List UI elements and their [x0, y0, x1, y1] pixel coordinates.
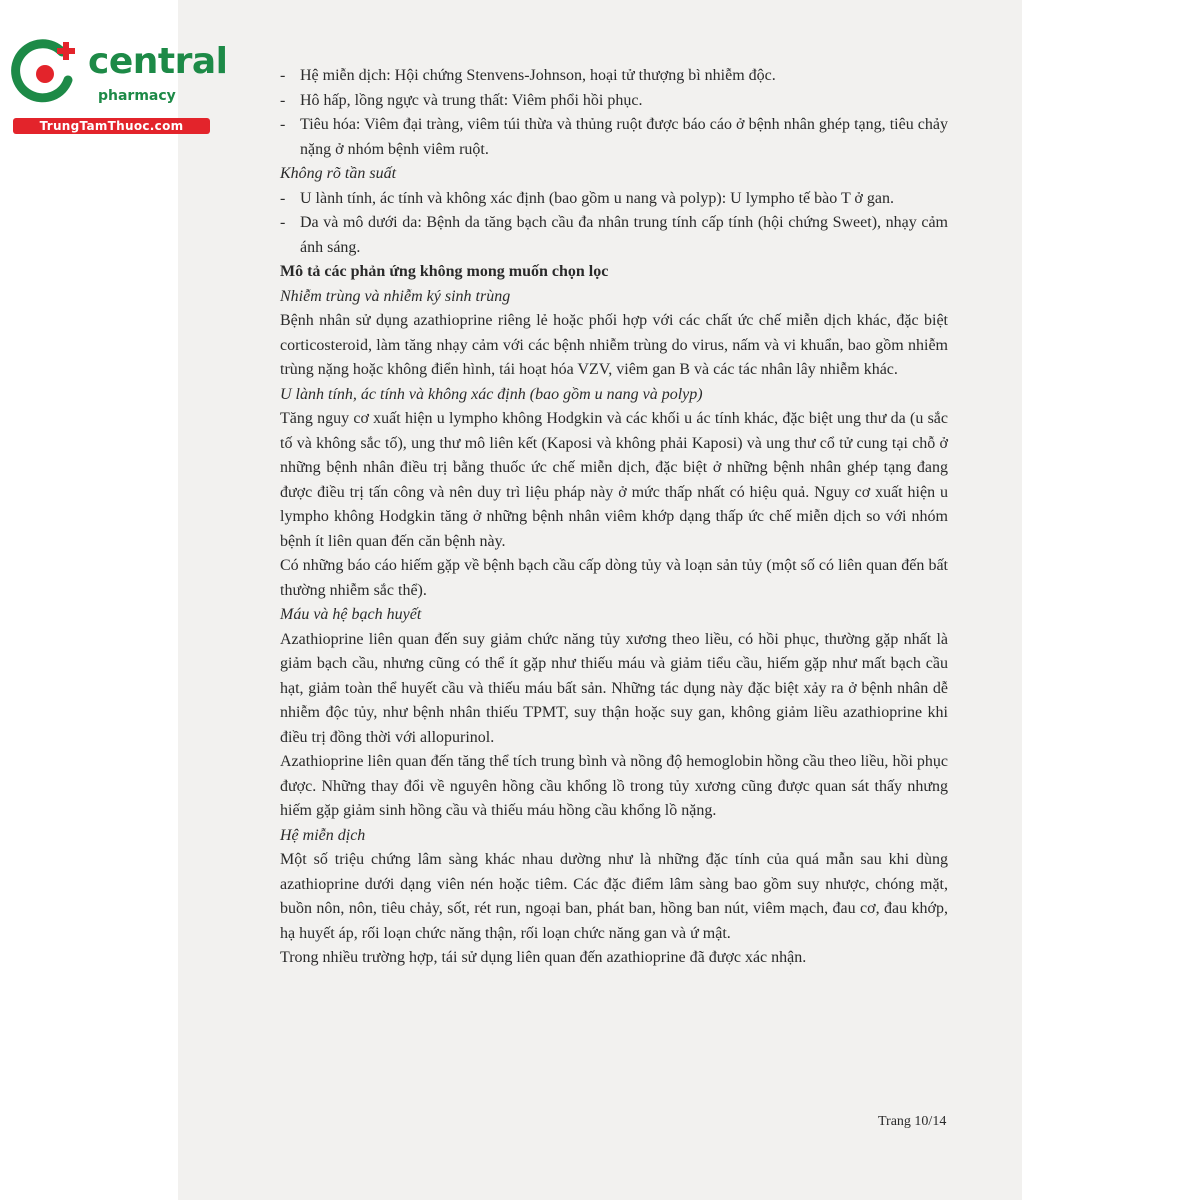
- section-heading: Mô tả các phản ứng không mong muốn chọn lọc: [280, 263, 609, 280]
- list-item: - Tiêu hóa: Viêm đại tràng, viêm túi thừa và thủng ruột được báo cáo ở bệnh nhân ghép tạng, tiêu chảy nặng ở nhóm bệnh viêm ruột.: [280, 116, 948, 158]
- paragraph-tumor-2: Có những báo cáo hiếm gặp về bệnh bạch cầu cấp dòng tủy và loạn sản tủy (một số có liên quan đến bất thường nhiễm sắc thể).: [280, 557, 948, 599]
- list-item-text: U lành tính, ác tính và không xác định (bao gồm u nang và polyp): U lympho tế bào T ở gan.: [300, 189, 894, 207]
- subheading-infection: Nhiễm trùng và nhiễm ký sinh trùng: [280, 287, 511, 305]
- pharmacy-logo-icon: [10, 38, 80, 108]
- list-item-text: Hô hấp, lồng ngực và trung thất: Viêm phổi hồi phục.: [300, 91, 643, 109]
- logo-subtitle: pharmacy: [98, 88, 176, 104]
- paragraph-infection: Bệnh nhân sử dụng azathioprine riêng lẻ hoặc phối hợp với các chất ức chế miễn dịch khác, đặc biệt corticosteroid, làm tăng nhạy cảm với các bệnh nhiễm trùng do virus, nấm và vi khuẩn, bao gồm nhiễm trùng nặng hoặc không điển hình, tái hoạt hóa VZV, viêm gan B và các tác nhân lây nhiễm khác.: [280, 312, 948, 378]
- paragraph-blood-1: Azathioprine liên quan đến suy giảm chức năng tủy xương theo liều, có hồi phục, thường gặp nhất là giảm bạch cầu, nhưng cũng có thể ít gặp như thiếu máu và giảm tiểu cầu, hiếm gặp như mất bạch cầu hạt, giảm toàn thể huyết cầu và thiếu máu bất sản. Những tác dụng này đặc biệt xảy ra ở bệnh nhân dễ nhiễm độc tủy, như bệnh nhân thiếu TPMT, suy thận hoặc suy gan, không giảm liều azathioprine khi điều trị đồng thời với allopurinol.: [280, 630, 948, 746]
- paragraph-immune-1: Một số triệu chứng lâm sàng khác nhau dường như là những đặc tính của quá mẫn sau khi dùng azathioprine dưới dạng viên nén hoặc tiêm. Các đặc điểm lâm sàng bao gồm suy nhược, chóng mặt, buồn nôn, nôn, tiêu chảy, sốt, rét run, ngoại ban, phát ban, hồng ban nút, viêm mạch, đau cơ, đau khớp, hạ huyết áp, rối loạn chức năng thận, rối loạn chức năng gan và ứ mật.: [280, 851, 948, 942]
- subheading-tumor: U lành tính, ác tính và không xác định (bao gồm u nang và polyp): [280, 385, 703, 403]
- paragraph-blood-2: Azathioprine liên quan đến tăng thể tích trung bình và nồng độ hemoglobin hồng cầu theo liều, hồi phục được. Những thay đổi về nguyên hồng cầu khổng lồ trong tủy xương cũng được quan sát thấy nhưng hiếm gặp giảm sinh hồng cầu và thiếu máu hồng cầu khổng lồ nặng.: [280, 753, 948, 819]
- subheading-unknown-frequency: Không rõ tần suất: [280, 165, 397, 182]
- page-number: Trang 10/14: [878, 1114, 947, 1129]
- list-item: - U lành tính, ác tính và không xác định (bao gồm u nang và polyp): U lympho tế bào T ở gan.: [280, 189, 894, 207]
- list-item: - Hô hấp, lồng ngực và trung thất: Viêm phổi hồi phục.: [280, 91, 643, 109]
- list-item: - Hệ miễn dịch: Hội chứng Stenvens-Johnson, hoại tử thượng bì nhiễm độc.: [280, 67, 776, 84]
- central-pharmacy-logo[interactable]: [10, 38, 228, 138]
- list-item-text: Hệ miễn dịch: Hội chứng Stenvens-Johnson, hoại tử thượng bì nhiễm độc.: [300, 67, 776, 84]
- list-item-text: Da và mô dưới da: Bệnh da tăng bạch cầu đa nhân trung tính cấp tính (hội chứng Sweet), nhạy cảm ánh sáng.: [300, 214, 948, 256]
- paragraph-immune-2: Trong nhiều trường hợp, tái sử dụng liên quan đến azathioprine đã được xác nhận.: [280, 949, 807, 966]
- paragraph-tumor-1: Tăng nguy cơ xuất hiện u lympho không Hodgkin và các khối u ác tính khác, đặc biệt ung thư da (u sắc tố và không sắc tố), ung thư mô liên kết (Kaposi và không phải Kaposi) và ung thư cổ tử cung tại chỗ ở những bệnh nhân điều trị bằng thuốc ức chế miễn dịch, đặc biệt ở những bệnh nhân ghép tạng đang được điều trị tấn công và nên duy trì liệu pháp này ở mức thấp nhất có hiệu quả. Nguy cơ xuất hiện u lympho không Hodgkin tăng ở những bệnh nhân viêm khớp dạng thấp ức chế miễn dịch so với nhóm bệnh ít liên quan đến căn bệnh này.: [280, 410, 948, 550]
- list-item: - Da và mô dưới da: Bệnh da tăng bạch cầu đa nhân trung tính cấp tính (hội chứng Sweet), nhạy cảm ánh sáng.: [280, 214, 948, 256]
- logo-site-url: TrungTamThuoc.com: [13, 118, 210, 134]
- list-item-text: Tiêu hóa: Viêm đại tràng, viêm túi thừa và thủng ruột được báo cáo ở bệnh nhân ghép tạng, tiêu chảy nặng ở nhóm bệnh viêm ruột.: [300, 116, 948, 158]
- subheading-immune: Hệ miễn dịch: [280, 826, 366, 844]
- logo-name: central: [88, 41, 228, 82]
- subheading-blood: Máu và hệ bạch huyết: [280, 606, 422, 623]
- document-content: [280, 64, 948, 971]
